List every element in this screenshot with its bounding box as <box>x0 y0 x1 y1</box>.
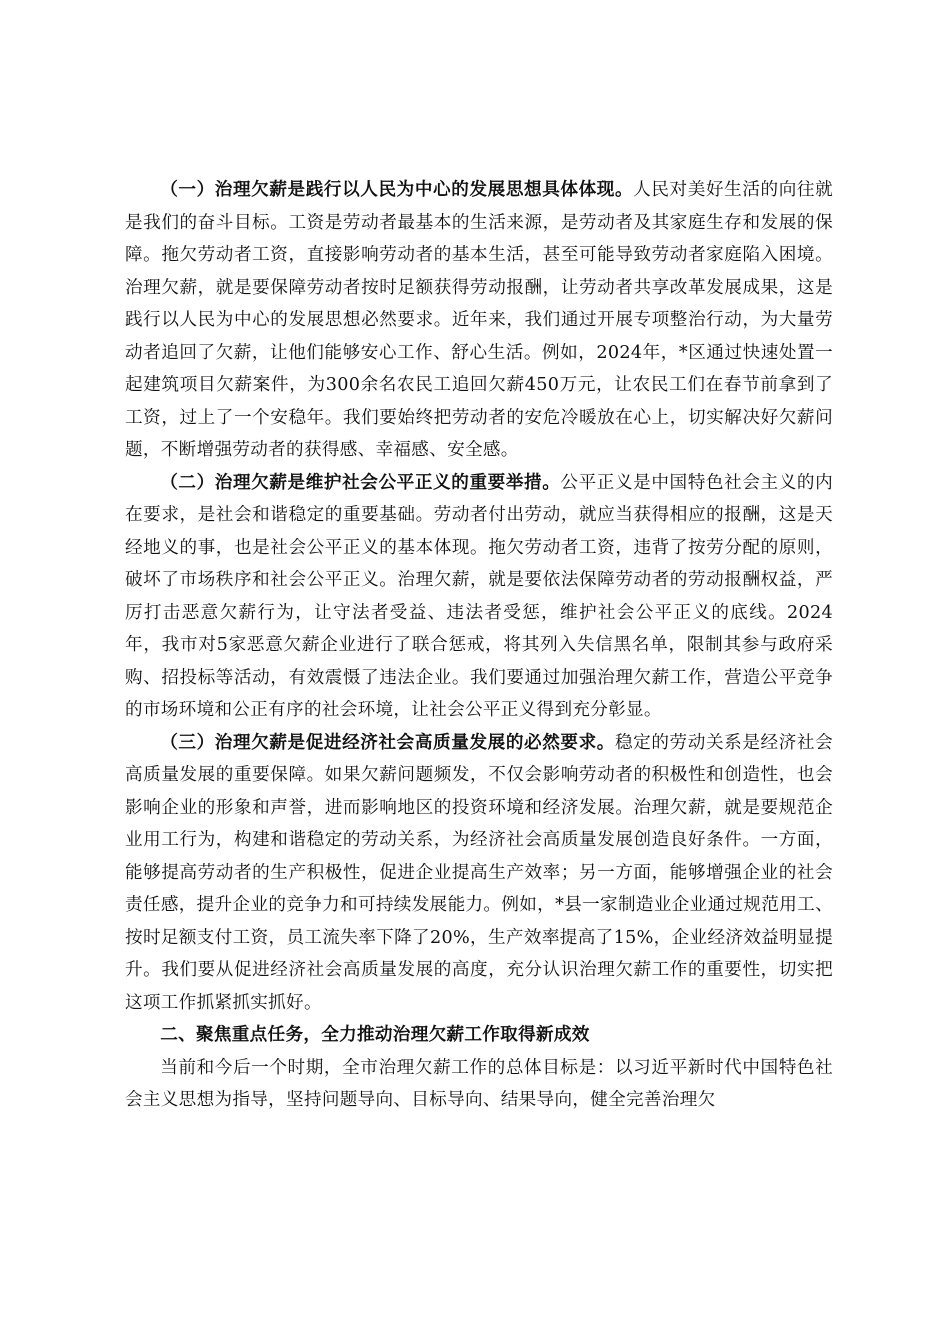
paragraph-1-lead: （一）治理欠薪是践行以人民为中心的发展思想具体体现。 <box>160 179 634 200</box>
paragraph-2-lead: （二）治理欠薪是维护社会公平正义的重要举措。 <box>160 471 561 493</box>
paragraph-2-body: 公平正义是中国特色社会主义的内在要求，是社会和谐稳定的重要基础。劳动者付出劳动，就应当获得相应的报酬，这是天经地义的事，也是社会公平正义的基本体现。拖欠劳动者工资，违背了按劳分配的原则，破坏了市场秩序和社会公平正义。治理欠薪，就是要依法保障劳动者的劳动报酬权益，严厉打击恶意欠薪行为，让守法者受益、违法者受惩，维护社会公平正义的底线。2024年，我市对5家恶意欠薪企业进行了联合惩戒，将其列入失信黑名单，限制其参与政府采购、招投标等活动，有效震慑了违法企业。我们要通过加强治理欠薪工作，营造公平竞争的市场环境和公正有序的社会环境，让社会公平正义得到充分彰显。 <box>125 472 833 720</box>
paragraph-2 <box>125 467 833 727</box>
paragraph-3-lead: （三）治理欠薪是促进经济社会高质量发展的必然要求。 <box>160 731 615 753</box>
paragraph-3 <box>125 727 833 1020</box>
paragraph-3-body: 稳定的劳动关系是经济社会高质量发展的重要保障。如果欠薪问题频发，不仅会影响劳动者的积极性和创造性，也会影响企业的形象和声誉，进而影响地区的投资环境和经济发展。治理欠薪，就是要规范企业用工行为，构建和谐稳定的劳动关系，为经济社会高质量发展创造良好条件。一方面，能够提高劳动者的生产积极性，促进企业提高生产效率；另一方面，能够增强企业的社会责任感，提升企业的竞争力和可持续发展能力。例如，*县一家制造业企业通过规范用工、按时足额支付工资，员工流失率下降了20%，生产效率提高了15%，企业经济效益明显提升。我们要从促进经济社会高质量发展的高度，充分认识治理欠薪工作的重要性，切实把这项工作抓紧抓实抓好。 <box>125 732 833 1013</box>
paragraph-1 <box>125 174 833 467</box>
document-page <box>125 174 833 1117</box>
section-heading: 二、聚焦重点任务，全力推动治理欠薪工作取得新成效 <box>160 1024 590 1045</box>
closing-paragraph: 当前和今后一个时期，全市治理欠薪工作的总体目标是：以习近平新时代中国特色社会主义思想为指导，坚持问题导向、目标导向、结果导向，健全完善治理欠 <box>125 1057 833 1110</box>
paragraph-1-body: 人民对美好生活的向往就是我们的奋斗目标。工资是劳动者最基本的生活来源，是劳动者及其家庭生存和发展的保障。拖欠劳动者工资，直接影响劳动者的基本生活，甚至可能导致劳动者家庭陷入困境。治理欠薪，就是要保障劳动者按时足额获得劳动报酬，让劳动者共享改革发展成果，这是践行以人民为中心的发展思想必然要求。近年来，我们通过开展专项整治行动，为大量劳动者追回了欠薪，让他们能够安心工作、舒心生活。例如，2024年，*区通过快速处置一起建筑项目欠薪案件，为300余名农民工追回欠薪450万元，让农民工们在春节前拿到了工资，过上了一个安稳年。我们要始终把劳动者的安危冷暖放在心上，切实解决好欠薪问题，不断增强劳动者的获得感、幸福感、安全感。 <box>125 180 833 460</box>
